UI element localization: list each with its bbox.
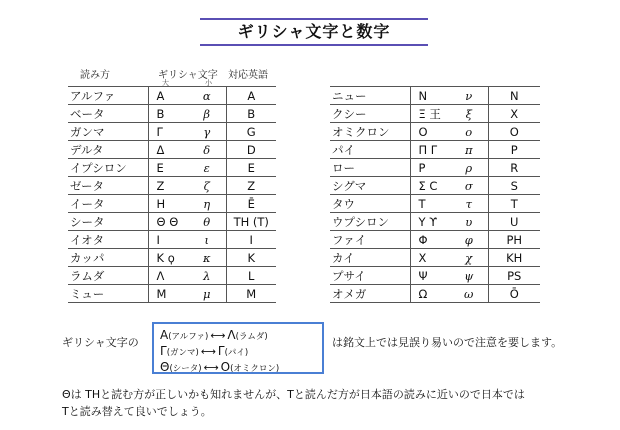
kana-cell: ロー: [330, 159, 410, 177]
kana-cell: カッパ: [68, 249, 148, 267]
kana-cell: シータ: [68, 213, 148, 231]
table-row: [68, 159, 276, 177]
uppercase-cell: Γ: [148, 123, 188, 141]
confusable-letters-box: [152, 322, 324, 374]
kana-cell: ニュー: [330, 87, 410, 105]
note-label: ギリシャ文字の: [62, 336, 139, 349]
reading-b: (ラムダ): [235, 332, 268, 342]
table-row: [330, 213, 540, 231]
uppercase-cell: Δ: [148, 141, 188, 159]
english-cell: KH: [488, 249, 540, 267]
lowercase-cell: ψ: [450, 267, 488, 285]
table-row: [68, 87, 276, 105]
header-english: 対応英語: [228, 70, 268, 81]
footer-line: Tと読み替えて良いでしょう。: [62, 405, 212, 418]
title-block: [200, 18, 428, 46]
table-row: [330, 159, 540, 177]
uppercase-cell: Υ ϒ: [410, 213, 450, 231]
table-row: [68, 195, 276, 213]
letter-b: Λ: [227, 328, 236, 342]
uppercase-cell: Β: [148, 105, 188, 123]
reading-a: (シータ): [169, 364, 202, 374]
header-greek: ギリシャ文字: [158, 70, 218, 81]
reading-a: (アルファ): [168, 332, 209, 342]
lowercase-cell: ξ: [450, 105, 488, 123]
english-cell: N: [488, 87, 540, 105]
english-cell: T: [488, 195, 540, 213]
table-row: [330, 267, 540, 285]
table-row: [330, 141, 540, 159]
english-cell: PH: [488, 231, 540, 249]
uppercase-cell: Ω: [410, 285, 450, 303]
kana-cell: ミュー: [68, 285, 148, 303]
kana-cell: タウ: [330, 195, 410, 213]
lowercase-cell: λ: [188, 267, 226, 285]
double-arrow-icon: ⟷: [210, 330, 226, 342]
uppercase-cell: Ν: [410, 87, 450, 105]
table-row: [68, 267, 276, 285]
table-row: [68, 213, 276, 231]
table-row: [68, 141, 276, 159]
table-row: [330, 177, 540, 195]
kana-cell: ベータ: [68, 105, 148, 123]
uppercase-cell: Κ ϙ: [148, 249, 188, 267]
uppercase-cell: Η: [148, 195, 188, 213]
kana-cell: ガンマ: [68, 123, 148, 141]
lowercase-cell: μ: [188, 285, 226, 303]
english-cell: Ē: [226, 195, 276, 213]
lowercase-cell: ι: [188, 231, 226, 249]
footer-line: Θは THと読む方が正しいかも知れませんが、Tと読んだ方が日本語の読みに近いので日本では: [62, 388, 525, 401]
table-row: [330, 87, 540, 105]
uppercase-cell: Π Γ: [410, 141, 450, 159]
english-cell: M: [226, 285, 276, 303]
uppercase-cell: Χ: [410, 249, 450, 267]
letter-a: Α: [160, 328, 169, 342]
uppercase-cell: Μ: [148, 285, 188, 303]
uppercase-cell: Τ: [410, 195, 450, 213]
header-lower: 小: [205, 79, 212, 87]
kana-cell: イプシロン: [68, 159, 148, 177]
table-row: [68, 105, 276, 123]
reading-b: (オミクロン): [230, 364, 280, 374]
reading-a: (ガンマ): [166, 348, 199, 358]
kana-cell: ラムダ: [68, 267, 148, 285]
table-row: [68, 231, 276, 249]
kana-cell: ファイ: [330, 231, 410, 249]
lowercase-cell: κ: [188, 249, 226, 267]
lowercase-cell: θ: [188, 213, 226, 231]
uppercase-cell: Ε: [148, 159, 188, 177]
header-reading: 読み方: [80, 70, 110, 81]
english-cell: K: [226, 249, 276, 267]
table-row: [68, 123, 276, 141]
kana-cell: シグマ: [330, 177, 410, 195]
greek-table-left: [68, 86, 276, 303]
uppercase-cell: Α: [148, 87, 188, 105]
english-cell: Ō: [488, 285, 540, 303]
kana-cell: イオタ: [68, 231, 148, 249]
kana-cell: イータ: [68, 195, 148, 213]
kana-cell: クシー: [330, 105, 410, 123]
title-bottom-line: [200, 44, 428, 46]
uppercase-cell: Σ C: [410, 177, 450, 195]
english-cell: PS: [488, 267, 540, 285]
kana-cell: ウプシロン: [330, 213, 410, 231]
english-cell: L: [226, 267, 276, 285]
confusable-pair: [160, 360, 316, 376]
english-cell: A: [226, 87, 276, 105]
uppercase-cell: Φ: [410, 231, 450, 249]
kana-cell: オメガ: [330, 285, 410, 303]
lowercase-cell: η: [188, 195, 226, 213]
lowercase-cell: ν: [450, 87, 488, 105]
table-row: [330, 195, 540, 213]
kana-cell: カイ: [330, 249, 410, 267]
english-cell: O: [488, 123, 540, 141]
uppercase-cell: Λ: [148, 267, 188, 285]
table-row: [330, 105, 540, 123]
table-row: [330, 285, 540, 303]
uppercase-cell: Ξ 王: [410, 105, 450, 123]
lowercase-cell: δ: [188, 141, 226, 159]
kana-cell: オミクロン: [330, 123, 410, 141]
kana-cell: パイ: [330, 141, 410, 159]
letter-a: Θ: [160, 360, 170, 374]
uppercase-cell: Ζ: [148, 177, 188, 195]
table-row: [68, 177, 276, 195]
lowercase-cell: ω: [450, 285, 488, 303]
lowercase-cell: φ: [450, 231, 488, 249]
lowercase-cell: ζ: [188, 177, 226, 195]
letter-b: Ο: [220, 360, 231, 374]
english-cell: P: [488, 141, 540, 159]
kana-cell: アルファ: [68, 87, 148, 105]
lowercase-cell: χ: [450, 249, 488, 267]
lowercase-cell: π: [450, 141, 488, 159]
page-title: ギリシャ文字と数字: [237, 22, 391, 41]
footer-note: [62, 386, 582, 420]
english-cell: U: [488, 213, 540, 231]
reading-b: (パイ): [224, 348, 249, 358]
english-cell: Z: [226, 177, 276, 195]
english-cell: G: [226, 123, 276, 141]
note-text: は銘文上では見誤り易いので注意を要します。: [332, 336, 563, 349]
confusable-pair: [160, 344, 316, 360]
table-row: [330, 231, 540, 249]
english-cell: X: [488, 105, 540, 123]
table-row: [68, 249, 276, 267]
greek-table-right: [330, 86, 540, 303]
uppercase-cell: Ψ: [410, 267, 450, 285]
english-cell: E: [226, 159, 276, 177]
english-cell: I: [226, 231, 276, 249]
kana-cell: プサイ: [330, 267, 410, 285]
table-row: [330, 123, 540, 141]
uppercase-cell: Ρ: [410, 159, 450, 177]
english-cell: D: [226, 141, 276, 159]
lowercase-cell: σ: [450, 177, 488, 195]
kana-cell: デルタ: [68, 141, 148, 159]
lowercase-cell: ε: [188, 159, 226, 177]
english-cell: TH (T): [226, 213, 276, 231]
lowercase-cell: τ: [450, 195, 488, 213]
lowercase-cell: β: [188, 105, 226, 123]
header-upper: 大: [162, 79, 169, 87]
uppercase-cell: Ο: [410, 123, 450, 141]
double-arrow-icon: ⟷: [203, 362, 219, 374]
kana-cell: ゼータ: [68, 177, 148, 195]
uppercase-cell: Θ Θ: [148, 213, 188, 231]
english-cell: R: [488, 159, 540, 177]
english-cell: S: [488, 177, 540, 195]
letter-b: Γ: [217, 344, 225, 358]
table-row: [330, 249, 540, 267]
uppercase-cell: Ι: [148, 231, 188, 249]
lowercase-cell: α: [188, 87, 226, 105]
letter-a: Γ: [160, 344, 167, 358]
lowercase-cell: ρ: [450, 159, 488, 177]
english-cell: B: [226, 105, 276, 123]
lowercase-cell: γ: [188, 123, 226, 141]
confusable-pair: [160, 328, 316, 344]
double-arrow-icon: ⟷: [200, 346, 216, 358]
lowercase-cell: υ: [450, 213, 488, 231]
lowercase-cell: ο: [450, 123, 488, 141]
table-row: [68, 285, 276, 303]
